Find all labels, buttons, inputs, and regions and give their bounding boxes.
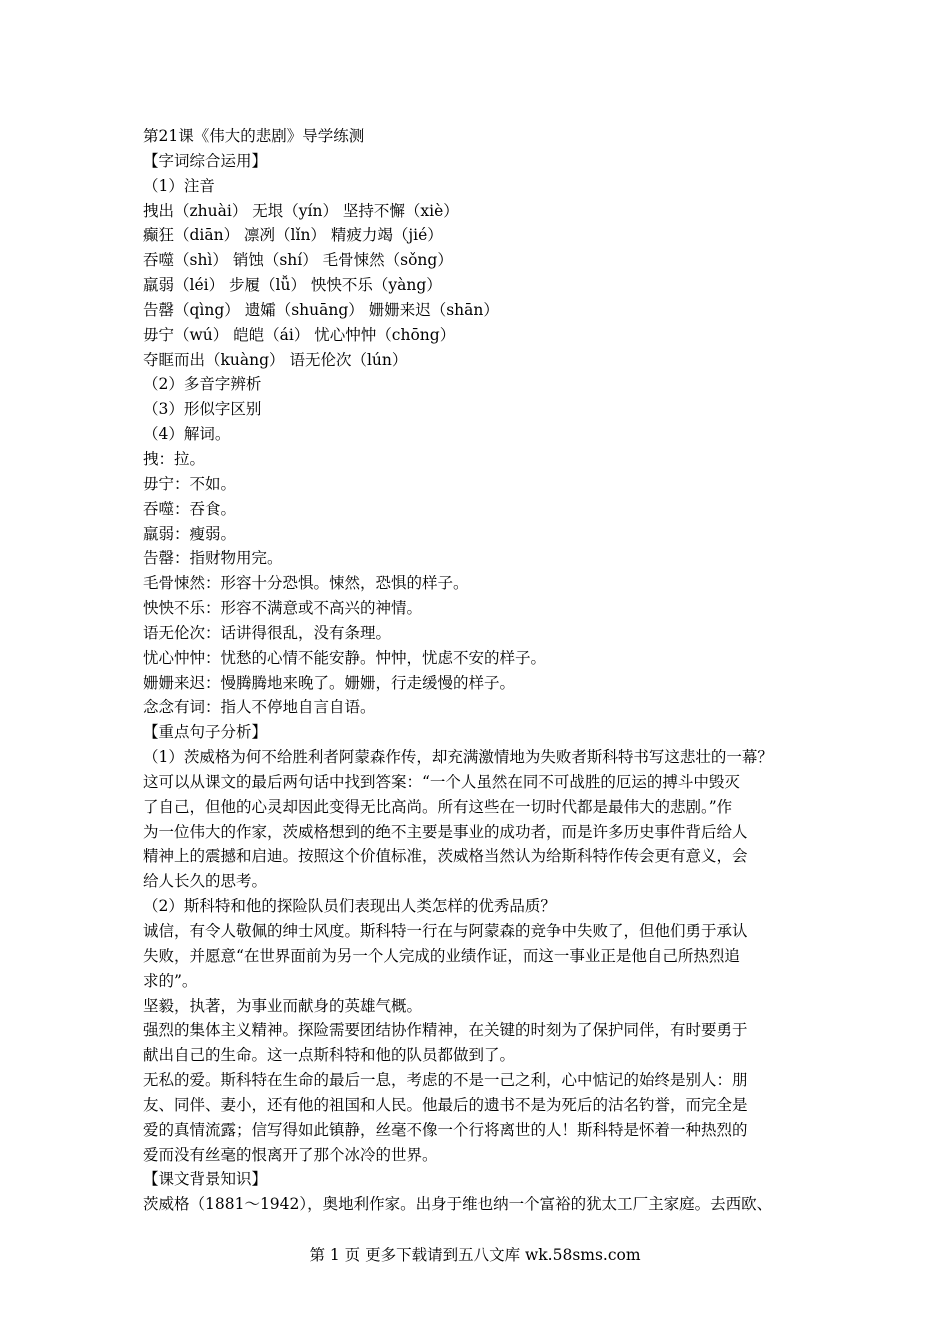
text-line: 【字词综合运用】	[143, 151, 268, 170]
text-line: 羸弱（léi） 步履（lǚ） 怏怏不乐（yàng）	[143, 276, 442, 295]
page-footer: 第 1 页 更多下载请到五八文库 wk.58sms.com	[309, 1246, 641, 1264]
text-line: 怏怏不乐：形容不满意或不高兴的神情。	[143, 599, 423, 618]
text-line: （1）茨威格为何不给胜利者阿蒙森作传，却充满激情地为失败者斯科特书写这悲壮的一幕？	[143, 748, 773, 767]
text-line: 爱而没有丝毫的恨离开了那个冰冷的世界。	[143, 1145, 438, 1164]
text-line: 【课文背景知识】	[143, 1170, 268, 1189]
text-line: 拽：拉。	[143, 449, 206, 468]
text-line: 毋宁：不如。	[143, 474, 237, 493]
text-line: 语无伦次：话讲得很乱，没有条理。	[143, 623, 392, 642]
text-line: 毋宁（wú） 皑皑（ái） 忧心忡忡（chōng）	[143, 325, 456, 344]
text-line: 念念有词：指人不停地自言自语。	[143, 698, 376, 717]
text-line: 给人长久的思考。	[143, 872, 268, 891]
text-line: 友、同伴、妻小，还有他的祖国和人民。他最后的遗书不是为死后的沽名钓誉，而完全是	[143, 1095, 748, 1114]
text-line: 吞噬（shì） 销蚀（shí） 毛骨悚然（sǒng）	[143, 251, 453, 270]
text-line: （2）多音字辨析	[143, 375, 262, 394]
text-line: 毛骨悚然：形容十分恐惧。悚然，恐惧的样子。	[143, 574, 469, 593]
document-title: 第21课《伟大的悲剧》导学练测	[143, 127, 365, 145]
text-line: 茨威格（1881～1942），奥地利作家。出身于维也纳一个富裕的犹太工厂主家庭。去西欧、	[143, 1195, 773, 1214]
text-line: （3）形似字区别	[143, 400, 262, 419]
text-line: 吞噬：吞食。	[143, 499, 237, 518]
text-line: （1）注音	[143, 176, 215, 195]
text-line: 姗姗来迟：慢腾腾地来晚了。姗姗，行走缓慢的样子。	[143, 673, 516, 692]
text-line: 失败，并愿意“在世界面前为另一个人完成的业绩作证，而这一事业正是他自己所热烈追	[143, 946, 740, 965]
text-line: 强烈的集体主义精神。探险需要团结协作精神，在关键的时刻为了保护同伴，有时要勇于	[143, 1021, 748, 1040]
text-line: 告罄（qìng） 遗孀（shuāng） 姗姗来迟（shān）	[143, 300, 499, 319]
text-line: 告罄：指财物用完。	[143, 549, 283, 568]
text-line: 求的”。	[143, 971, 198, 990]
text-line: 诚信，有令人敬佩的绅士风度。斯科特一行在与阿蒙森的竞争中失败了，但他们勇于承认	[143, 922, 748, 940]
text-line: 【重点句子分析】	[143, 723, 268, 742]
document-body	[143, 124, 823, 1217]
text-line: 癫狂（diān） 凛冽（lǐn） 精疲力竭（jié）	[143, 226, 443, 245]
text-line: 爱的真情流露；信写得如此镇静，丝毫不像一个行将离世的人！斯科特是怀着一种热烈的	[143, 1120, 748, 1139]
text-line: 拽出（zhuài） 无垠（yín） 坚持不懈（xiè）	[143, 201, 459, 220]
text-line: 无私的爱。斯科特在生命的最后一息，考虑的不是一己之利，心中惦记的始终是别人：朋	[143, 1071, 748, 1090]
text-line: 忧心忡忡：忧愁的心情不能安静。忡忡，忧虑不安的样子。	[143, 648, 547, 667]
text-line: 坚毅，执著，为事业而献身的英雄气概。	[143, 996, 423, 1015]
text-line: 羸弱：瘦弱。	[143, 524, 237, 543]
text-line: （4）解词。	[143, 425, 231, 444]
text-line: （2）斯科特和他的探险队员们表现出人类怎样的优秀品质？	[143, 897, 556, 916]
text-line: 了自己，但他的心灵却因此变得无比高尚。所有这些在一切时代都是最伟大的悲剧。”作	[143, 797, 733, 816]
text-line: 这可以从课文的最后两句话中找到答案：“一个人虽然在同不可战胜的厄运的搏斗中毁灭	[143, 772, 740, 791]
text-line: 精神上的震撼和启迪。按照这个价值标准，茨威格当然认为给斯科特作传会更有意义，会	[143, 847, 748, 866]
text-line: 为一位伟大的作家，茨威格想到的绝不主要是事业的成功者，而是许多历史事件背后给人	[143, 822, 748, 841]
text-line: 献出自己的生命。这一点斯科特和他的队员都做到了。	[143, 1046, 516, 1065]
text-line: 夺眶而出（kuàng） 语无伦次（lún）	[143, 350, 408, 369]
